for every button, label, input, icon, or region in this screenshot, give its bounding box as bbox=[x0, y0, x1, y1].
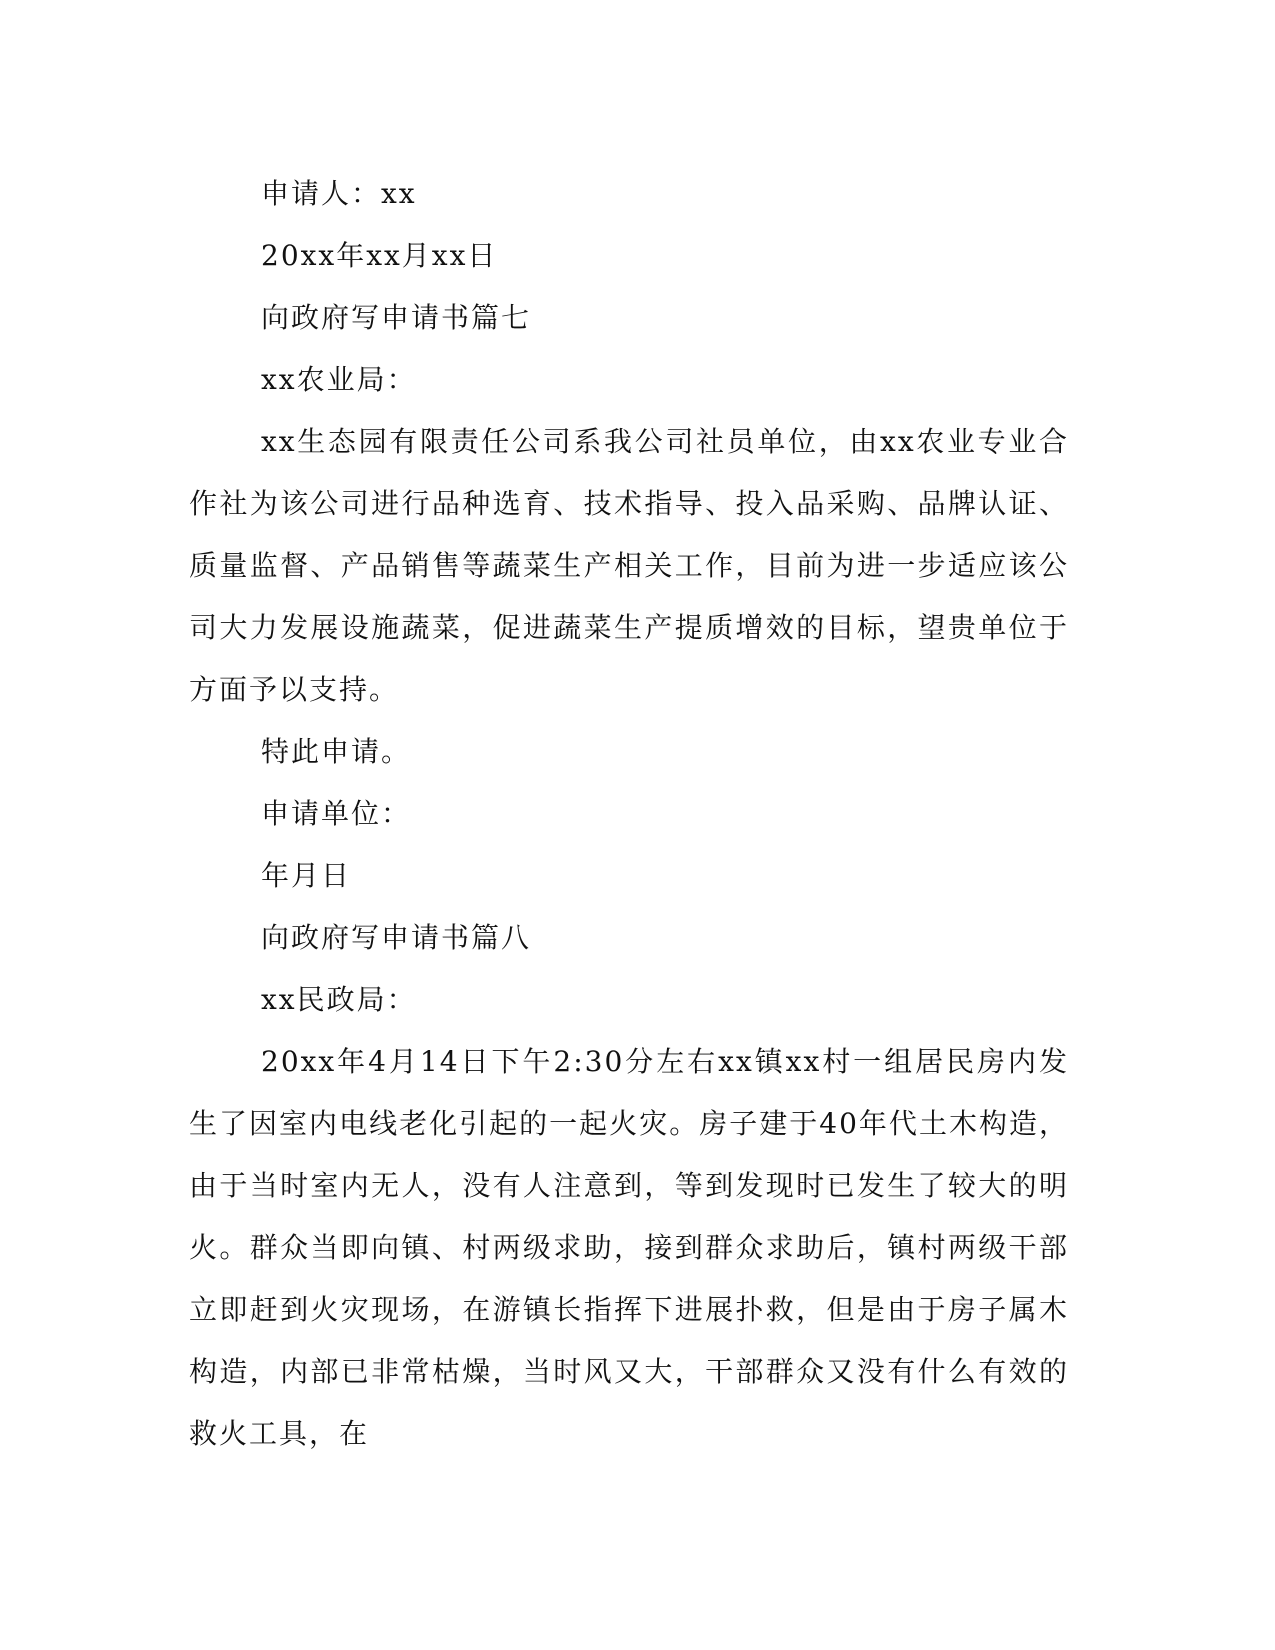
body-paragraph-fire: 20xx年4月14日下午2:30分左右xx镇xx村一组居民房内发生了因室内电线老化引起的一起火灾。房子建于40年代土木构造，由于当时室内无人，没有人注意到，等到发现时已发生了较大的明火。群众当即向镇、村两级求助，接到群众求助后，镇村两级干部立即赶到火灾现场，在游镇长指挥下进展扑救，但是由于房子属木构造，内部已非常枯燥，当时风又大，干部群众又没有什么有效的救火工具，在 bbox=[189, 1045, 1069, 1450]
date-line: 20xx年xx月xx日 bbox=[261, 239, 498, 272]
date-placeholder-line: 年月日 bbox=[261, 859, 352, 892]
body-paragraph-agriculture: xx生态园有限责任公司系我公司社员单位，由xx农业专业合作社为该公司进行品种选育、技术指导、投入品采购、品牌认证、质量监督、产品销售等蔬菜生产相关工作，目前为进一步适应该公司大力发展设施蔬菜，促进蔬菜生产提质增效的目标，望贵单位于方面予以支持。 bbox=[189, 425, 1069, 706]
document-body bbox=[189, 163, 1069, 1465]
section-heading-seven: 向政府写申请书篇七 bbox=[261, 301, 532, 334]
recipient-civil-affairs-bureau: xx民政局： bbox=[261, 983, 417, 1016]
closing-line: 特此申请。 bbox=[261, 735, 412, 768]
section-heading-eight: 向政府写申请书篇八 bbox=[261, 921, 532, 954]
applicant-line: 申请人：xx bbox=[261, 177, 417, 210]
recipient-agriculture-bureau: xx农业局： bbox=[261, 363, 417, 396]
applicant-unit-line: 申请单位： bbox=[261, 797, 412, 830]
